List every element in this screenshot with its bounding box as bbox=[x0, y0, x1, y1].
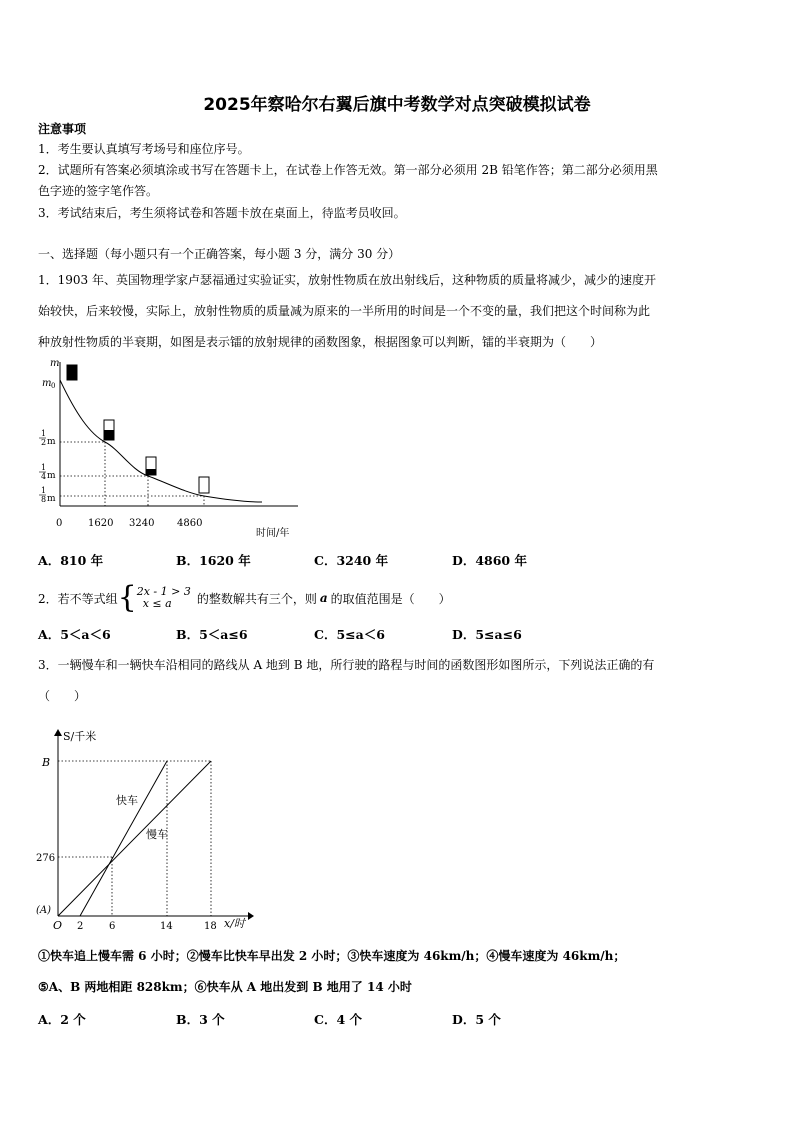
q2-var: a bbox=[319, 591, 328, 605]
x-axis-label: 时间/年 bbox=[256, 528, 290, 539]
y-axis-label: S/千米 bbox=[63, 730, 97, 743]
m0-label: m bbox=[42, 378, 52, 389]
quarter-den: 4 bbox=[41, 472, 47, 481]
q3-text: 3．一辆慢车和一辆快车沿相同的路线从 A 地到 B 地，所行驶的路程与时间的函数图形如图所示，下列说法正确的有 bbox=[38, 658, 655, 672]
q1-text: 1．1903 年、英国物理学家卢瑟福通过实验证实，放射性物质在放出射线后，这种物质的质量将减少，减少的速度开 bbox=[38, 273, 656, 287]
notice-heading: 注意事项 bbox=[38, 122, 87, 136]
x-tick-label: 18 bbox=[204, 921, 217, 932]
q1-text: 种放射性物质的半衰期，如图是表示镭的放射规律的函数图象，根据图象可以判断，镭的半衰期为（ ） bbox=[38, 335, 603, 349]
q1-option-b[interactable]: B．1620 年 bbox=[176, 553, 251, 568]
notice-item: 2．试题所有答案必须填涂或书写在答题卡上，在试卷上作答无效。第一部分必须用 2B 铅笔作答；第二部分必须用黑 bbox=[38, 163, 658, 177]
q2-text bbox=[38, 582, 451, 614]
brace-symbol: { bbox=[117, 580, 137, 615]
a-label: (A) bbox=[36, 905, 52, 916]
q3-option-a[interactable]: A．2 个 bbox=[38, 1012, 86, 1027]
x-tick-label: 3240 bbox=[129, 518, 155, 529]
notice-item: 1．考生要认真填写考场号和座位序号。 bbox=[38, 142, 250, 156]
x-tick-label: 14 bbox=[160, 921, 173, 932]
notice-item: 3．考试结束后，考生须将试卷和答题卡放在桌面上，待监考员收回。 bbox=[38, 206, 406, 220]
section-heading: 一、选择题（每小题只有一个正确答案，每小题 3 分，满分 30 分） bbox=[38, 247, 401, 261]
inequality-2: x ≤ a bbox=[142, 597, 172, 610]
sample-eighth-icon bbox=[199, 477, 209, 493]
fast-car-label: 快车 bbox=[116, 794, 138, 807]
q2-prefix: 2．若不等式组 bbox=[38, 591, 118, 606]
q2-option-c[interactable]: C．5≤a＜6 bbox=[314, 627, 385, 642]
q1-text: 始较快，后来较慢，实际上，放射性物质的质量减为原来的一半所用的时间是一个不变的量，我们把这个时间称为此 bbox=[38, 304, 651, 318]
b-label: B bbox=[42, 756, 51, 769]
q3-option-c[interactable]: C．4 个 bbox=[314, 1012, 362, 1027]
slow-car-label: 慢车 bbox=[146, 828, 168, 841]
q3-statements: ⑤A、B 两地相距 828km；⑥快车从 A 地出发到 B 地用了 14 小时 bbox=[38, 980, 412, 994]
q1-decay-chart bbox=[36, 356, 306, 542]
x-tick-label: 2 bbox=[77, 921, 84, 932]
x-tick-label: 4860 bbox=[177, 518, 203, 529]
half-num: 1 bbox=[41, 429, 47, 438]
slow-car-line bbox=[58, 761, 211, 916]
sample-full-icon bbox=[67, 365, 77, 380]
page-title: 2025年察哈尔右翼后旗中考数学对点突破模拟试卷 bbox=[203, 95, 591, 115]
q2-suffix: 的整数解共有三个，则 bbox=[196, 591, 317, 606]
q3-text: （ ） bbox=[38, 689, 87, 703]
q3-statements: ①快车追上慢车需 6 小时；②慢车比快车早出发 2 小时；③快车速度为 46km/h；④慢车速度为 46km/h； bbox=[38, 949, 626, 963]
half-m: m bbox=[47, 437, 56, 447]
quarter-m: m bbox=[47, 471, 56, 481]
y-tick-276: 276 bbox=[36, 853, 56, 864]
x-axis-label: x/时 bbox=[224, 917, 245, 930]
q2-suffix2: 的取值范围是（ ） bbox=[330, 591, 451, 606]
q3-distance-chart bbox=[36, 726, 256, 936]
q1-option-a[interactable]: A．810 年 bbox=[38, 553, 104, 568]
origin-label: 0 bbox=[56, 518, 63, 529]
quarter-num: 1 bbox=[41, 463, 47, 472]
decay-curve bbox=[60, 380, 262, 502]
q2-option-b[interactable]: B．5＜a≤6 bbox=[176, 627, 248, 642]
x-tick-label: 1620 bbox=[88, 518, 114, 529]
q2-option-d[interactable]: D．5≤a≤6 bbox=[452, 627, 522, 642]
eighth-m: m bbox=[47, 494, 56, 504]
q2-option-a[interactable]: A．5＜a＜6 bbox=[38, 627, 111, 642]
eighth-num: 1 bbox=[41, 486, 47, 495]
half-den: 2 bbox=[41, 438, 47, 447]
q3-option-b[interactable]: B．3 个 bbox=[176, 1012, 225, 1027]
notice-item: 色字迹的签字笔作答。 bbox=[38, 184, 159, 198]
x-tick-label: 6 bbox=[109, 921, 116, 932]
y-axis-label: m bbox=[50, 358, 60, 369]
eighth-den: 8 bbox=[41, 495, 47, 504]
q3-option-d[interactable]: D．5 个 bbox=[452, 1012, 501, 1027]
origin-label: O bbox=[53, 919, 63, 932]
m0-sub: 0 bbox=[51, 382, 56, 390]
inequality-system bbox=[137, 586, 191, 610]
q1-option-c[interactable]: C．3240 年 bbox=[314, 553, 389, 568]
inequality-1: 2x - 1 > 3 bbox=[136, 585, 191, 598]
q1-option-d[interactable]: D．4860 年 bbox=[452, 553, 527, 568]
